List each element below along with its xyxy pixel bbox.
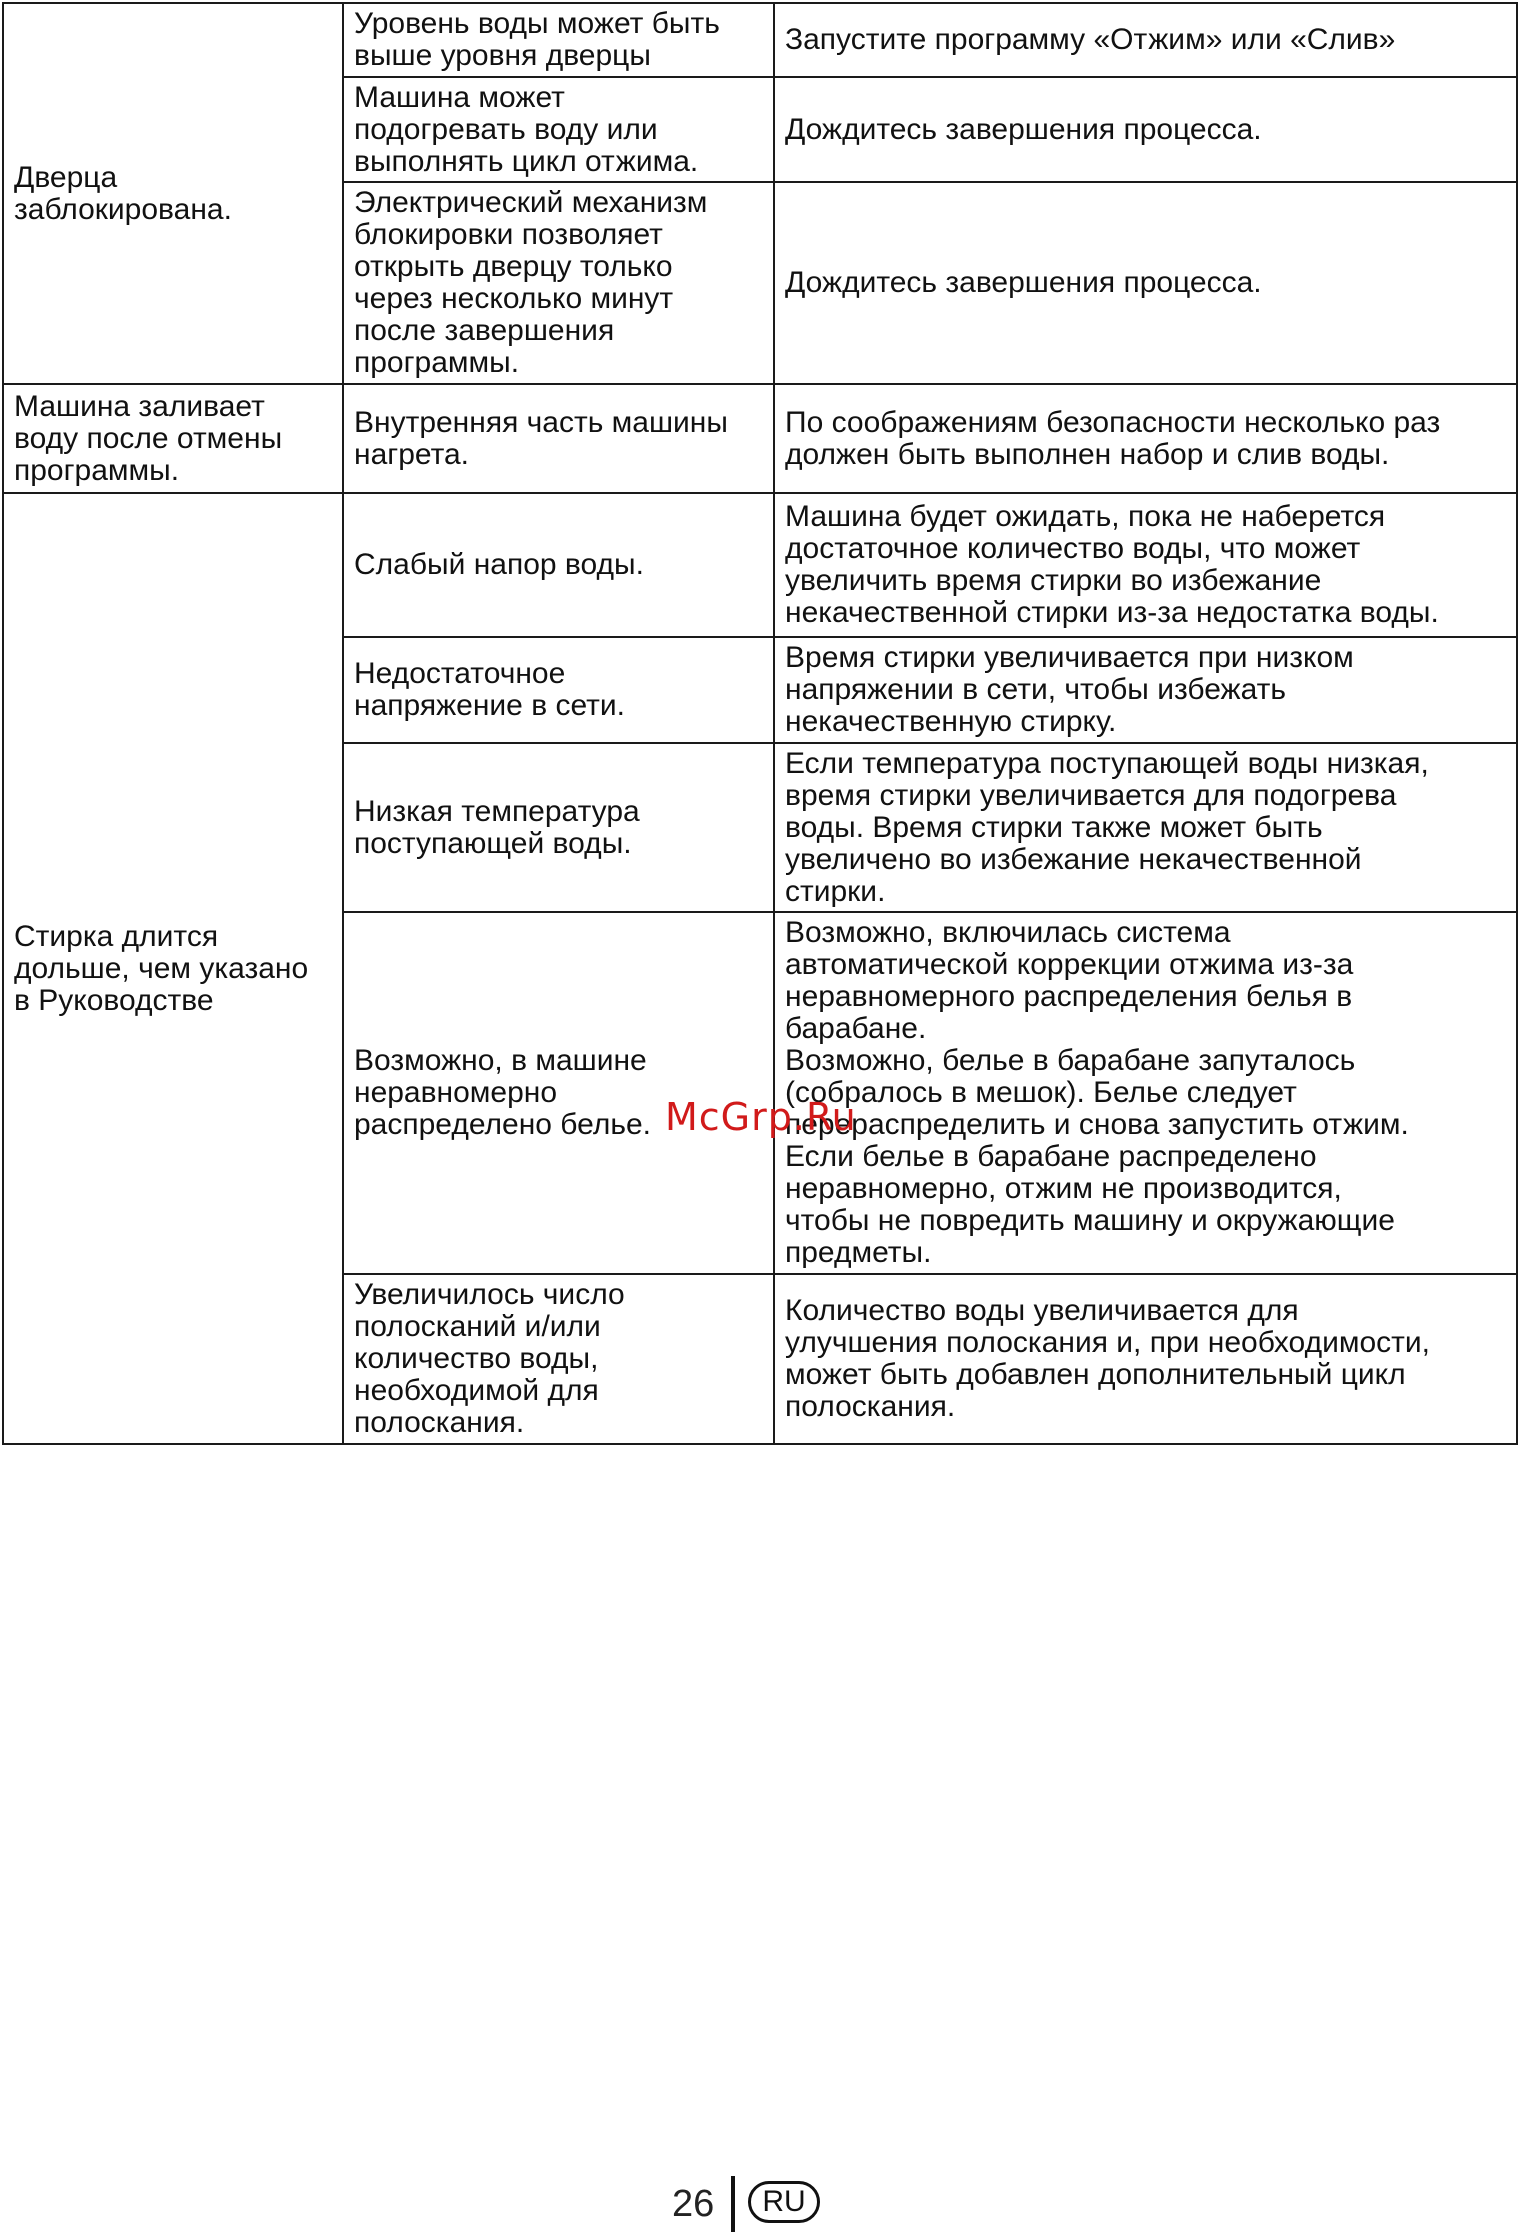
- solution-cell: Возможно, включилась система автоматической коррекции отжима из-за неравномерного распределения белья в барабане. Возможно, белье в барабане запуталось (собралось в мешок). Белье следует перераспределить и снова запустить отжим. Если белье в барабане распределено неравномерно, отжим не производится, чтобы не повредить машину и окружающие предметы.: [774, 912, 1517, 1274]
- solution-cell: Машина будет ожидать, пока не наберется достаточное количество воды, что может увеличить время стирки во избежание некачественной стирки из-за недостатка воды.: [774, 493, 1517, 637]
- page-footer: [0, 2176, 1519, 2234]
- cause-cell: Уровень воды может быть выше уровня дверцы: [343, 3, 774, 77]
- cause-cell: Электрический механизм блокировки позволяет открыть дверцу только через несколько минут после завершения программы.: [343, 182, 774, 384]
- solution-cell: Дождитесь завершения процесса.: [774, 182, 1517, 384]
- cause-cell: Внутренняя часть машины нагрета.: [343, 384, 774, 493]
- problem-cell: Дверца заблокирована.: [3, 3, 343, 384]
- problem-cell: Стирка длится дольше, чем указано в Руководстве: [3, 493, 343, 1444]
- cause-cell: Низкая температура поступающей воды.: [343, 743, 774, 912]
- footer-divider: [731, 2176, 735, 2232]
- solution-cell: Количество воды увеличивается для улучшения полоскания и, при необходимости, может быть добавлен дополнительный цикл полоскания.: [774, 1274, 1517, 1444]
- language-badge: RU: [748, 2181, 820, 2223]
- table-row: [3, 384, 1517, 493]
- table-row: [3, 3, 1517, 77]
- table-row: [3, 493, 1517, 637]
- cause-cell: Слабый напор воды.: [343, 493, 774, 637]
- solution-cell: Если температура поступающей воды низкая, время стирки увеличивается для подогрева воды. Время стирки также может быть увеличено во избежание некачественной стирки.: [774, 743, 1517, 912]
- cause-cell: Увеличилось число полосканий и/или количество воды, необходимой для полоскания.: [343, 1274, 774, 1444]
- solution-cell: Запустите программу «Отжим» или «Слив»: [774, 3, 1517, 77]
- problem-cell: Машина заливает воду после отмены программы.: [3, 384, 343, 493]
- cause-cell: Возможно, в машине неравномерно распределено белье.: [343, 912, 774, 1274]
- troubleshooting-table: [2, 2, 1518, 1445]
- cause-cell: Машина может подогревать воду или выполнять цикл отжима.: [343, 77, 774, 182]
- cause-cell: Недостаточное напряжение в сети.: [343, 637, 774, 743]
- solution-cell: По соображениям безопасности несколько раз должен быть выполнен набор и слив воды.: [774, 384, 1517, 493]
- solution-cell: Время стирки увеличивается при низком напряжении в сети, чтобы избежать некачественную стирку.: [774, 637, 1517, 743]
- watermark: McGrp.Ru: [665, 1095, 857, 1139]
- solution-cell: Дождитесь завершения процесса.: [774, 77, 1517, 182]
- page-number: 26: [672, 2183, 715, 2225]
